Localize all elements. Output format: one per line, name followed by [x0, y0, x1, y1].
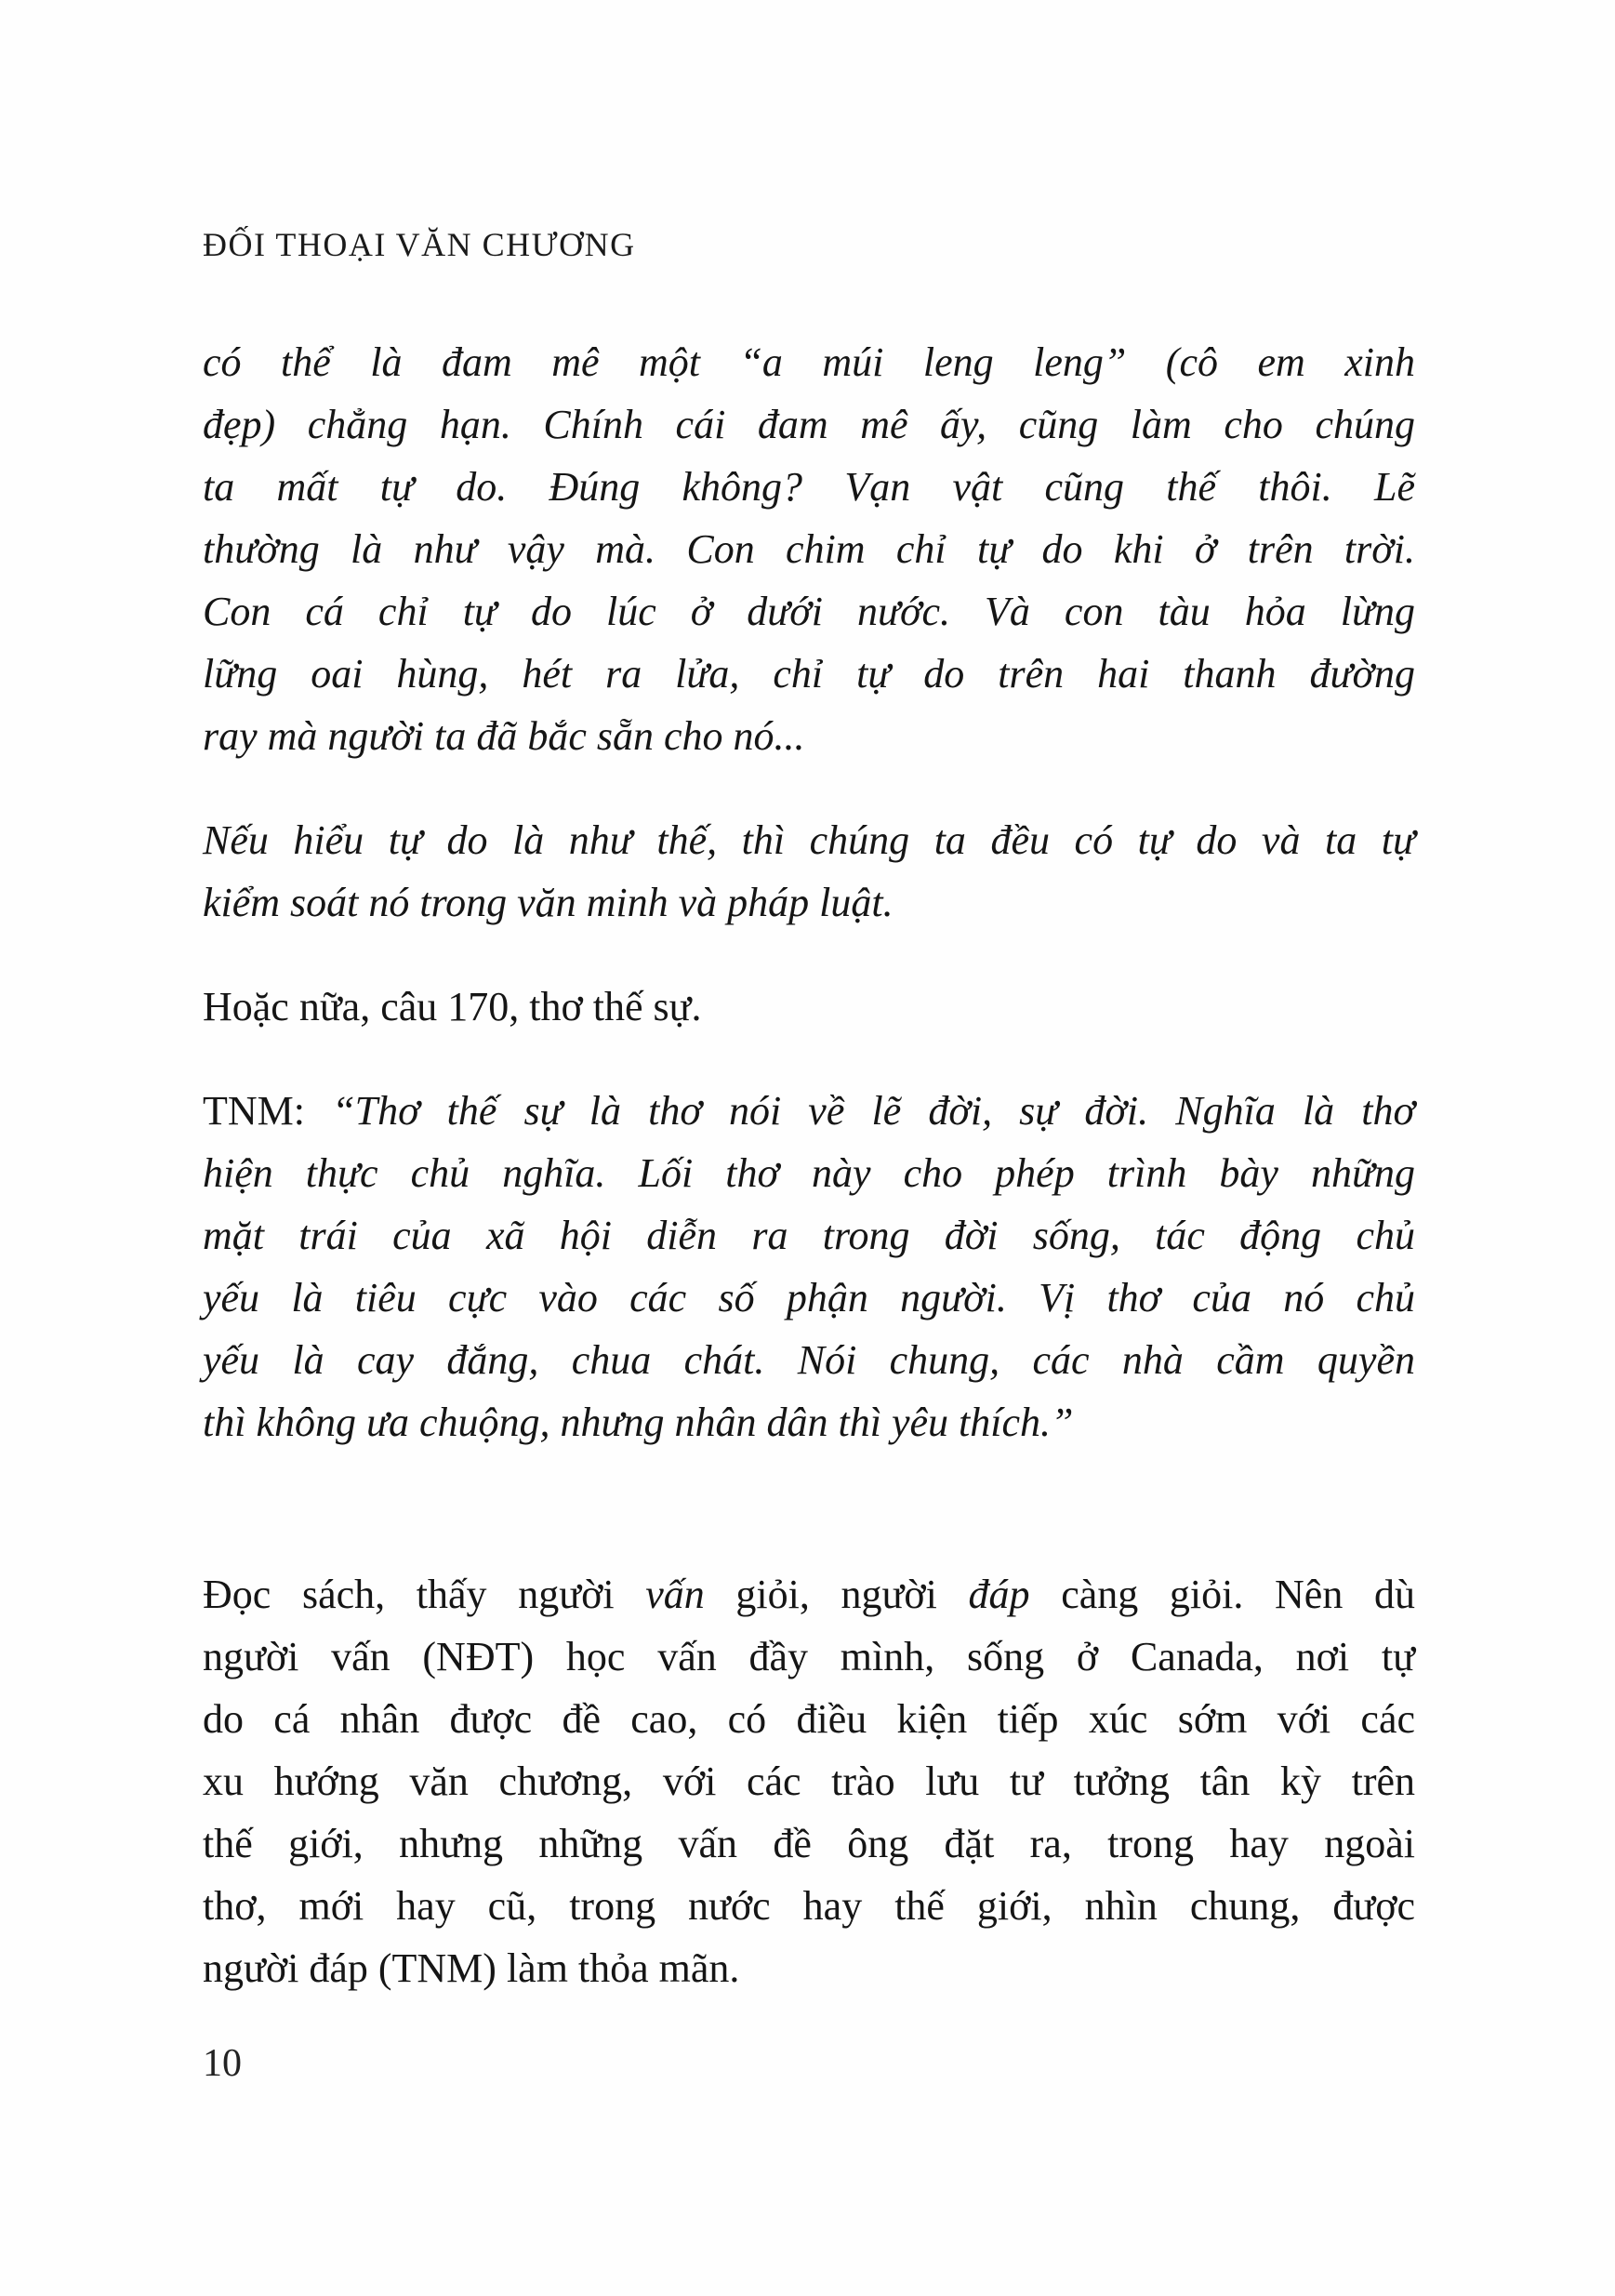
text-line [203, 1750, 1415, 1812]
roman-text-segment: TNM: [203, 1088, 333, 1134]
paragraph-quote-freedom [203, 331, 1415, 767]
text-line [203, 1812, 1415, 1875]
italic-text-segment: Nếu hiểu tự do là như thế, thì chúng ta đều có tự do và ta tự [203, 817, 1415, 863]
italic-text-segment: ta mất tự do. Đúng không? Vạn vật cũng thế thôi. Lẽ [203, 464, 1415, 510]
paragraph-quote-freedom-conclusion [203, 809, 1415, 934]
roman-text-segment: Đọc sách, thấy người [203, 1572, 646, 1617]
roman-text-segment: xu hướng văn chương, với các trào lưu tư tưởng tân kỳ trên [203, 1758, 1415, 1804]
italic-text-segment: yếu là cay đắng, chua chát. Nói chung, các nhà cầm quyền [203, 1337, 1415, 1383]
italic-text-segment: yếu là tiêu cực vào các số phận người. Vị thơ của nó chủ [203, 1275, 1415, 1321]
italic-text-segment: ray mà người ta đã bắc sẵn cho nó... [203, 713, 805, 759]
italic-text-segment: vấn [645, 1572, 705, 1617]
text-line [203, 456, 1415, 518]
text-line [203, 1937, 1415, 1999]
page-body [203, 331, 1415, 1999]
text-line [203, 1688, 1415, 1750]
text-line [203, 1080, 1415, 1142]
paragraph-commentary [203, 1563, 1415, 1999]
text-line [203, 393, 1415, 456]
roman-text-segment: người vấn (NĐT) học vấn đầy mình, sống ở Canada, nơi tự [203, 1634, 1415, 1679]
page-number: 10 [203, 2042, 242, 2085]
text-line [203, 643, 1415, 705]
text-line [203, 518, 1415, 580]
italic-text-segment: thì không ưa chuộng, nhưng nhân dân thì yêu thích.” [203, 1400, 1074, 1445]
roman-text-segment: càng giỏi. Nên dù [1029, 1572, 1416, 1617]
text-line [203, 1204, 1415, 1267]
italic-text-segment: có thể là đam mê một “a múi leng leng” (cô em xinh [203, 339, 1415, 385]
text-line [203, 1391, 1415, 1453]
roman-text-segment: Hoặc nữa, câu 170, thơ thế sự. [203, 984, 702, 1029]
roman-text-segment: thơ, mới hay cũ, trong nước hay thế giới, nhìn chung, được [203, 1883, 1415, 1929]
text-line [203, 580, 1415, 643]
italic-text-segment: “Thơ thế sự là thơ nói về lẽ đời, sự đời. Nghĩa là thơ [332, 1088, 1415, 1134]
text-line [203, 331, 1415, 393]
italic-text-segment: đẹp) chẳng hạn. Chính cái đam mê ấy, cũng làm cho chúng [203, 402, 1415, 447]
italic-text-segment: mặt trái của xã hội diễn ra trong đời sống, tác động chủ [203, 1213, 1415, 1258]
text-line [203, 1267, 1415, 1329]
text-line [203, 1875, 1415, 1937]
roman-text-segment: thế giới, nhưng những vấn đề ông đặt ra, trong hay ngoài [203, 1821, 1415, 1866]
italic-text-segment: kiểm soát nó trong văn minh và pháp luật. [203, 880, 894, 925]
text-line [203, 975, 1415, 1038]
text-line [203, 1626, 1415, 1688]
italic-text-segment: hiện thực chủ nghĩa. Lối thơ này cho phép trình bày những [203, 1150, 1415, 1196]
text-line [203, 705, 1415, 767]
running-header: ĐỐI THOẠI VĂN CHƯƠNG [203, 226, 636, 263]
italic-text-segment: đáp [968, 1572, 1030, 1617]
text-line [203, 809, 1415, 871]
text-line [203, 1563, 1415, 1626]
italic-text-segment: lững oai hùng, hét ra lửa, chỉ tự do trên hai thanh đường [203, 651, 1415, 697]
text-line [203, 1142, 1415, 1204]
roman-text-segment: do cá nhân được đề cao, có điều kiện tiếp xúc sớm với các [203, 1696, 1415, 1742]
italic-text-segment: thường là như vậy mà. Con chim chỉ tự do khi ở trên trời. [203, 526, 1415, 572]
roman-text-segment: giỏi, người [704, 1572, 969, 1617]
paragraph-tnm-answer [203, 1080, 1415, 1453]
italic-text-segment: Con cá chỉ tự do lúc ở dưới nước. Và con tàu hỏa lừng [203, 589, 1415, 634]
text-line [203, 871, 1415, 934]
text-line [203, 1329, 1415, 1391]
paragraph-intro-question-170 [203, 975, 1415, 1038]
roman-text-segment: người đáp (TNM) làm thỏa mãn. [203, 1945, 740, 1991]
